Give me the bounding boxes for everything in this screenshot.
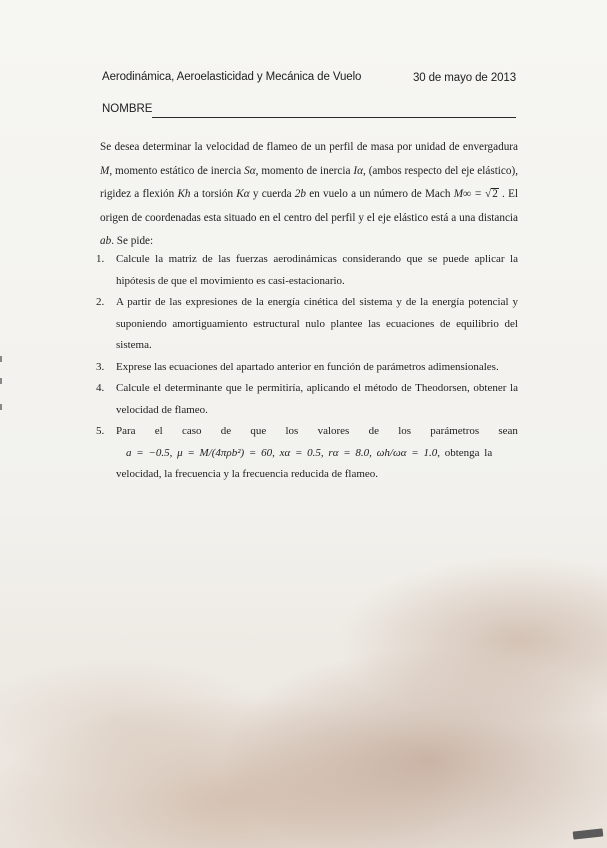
- symbol-bending-stiffness: Kh: [177, 188, 191, 200]
- word: Para: [116, 425, 136, 437]
- intro-text-1: Se desea determinar la velocidad de flameo de un perfil de masa por unidad de envergadura: [100, 141, 518, 153]
- question-item: [96, 249, 518, 292]
- word: de: [368, 425, 379, 437]
- word: caso: [181, 425, 202, 437]
- question-number: 3.: [96, 360, 105, 373]
- question-text: velocidad, la frecuencia y la frecuencia reducida de flameo.: [116, 468, 379, 480]
- intro-text-9: . Se pide:: [111, 235, 154, 247]
- symbol-ab: ab: [100, 235, 112, 247]
- intro-text-8: . El origen de coordenadas esta situado en el centro del perfil y el eje elástico está a una distancia: [100, 188, 519, 224]
- question-text: Calcule la matriz de las fuerzas aerodinámicas considerando que se puede aplicar la hipótesis de que el movimiento es casi-estacionario.: [116, 253, 518, 287]
- question-number: 5.: [96, 425, 105, 437]
- question-item: [96, 378, 518, 421]
- symbol-inertia: Iα: [353, 164, 363, 177]
- question-list: [96, 249, 518, 486]
- question-text: Exprese las ecuaciones del apartado anterior en función de parámetros adimensionales.: [116, 360, 499, 373]
- intro-text-2: , momento estático de inercia: [109, 164, 245, 177]
- name-label: NOMBRE: [102, 103, 153, 115]
- word: que: [250, 425, 267, 437]
- scan-edge-mark: [0, 378, 2, 384]
- equation-tail: , obtenga la: [437, 446, 493, 459]
- scan-edge-mark: [0, 404, 2, 410]
- intro-text-7: en vuelo a un número de Mach: [305, 188, 454, 200]
- course-title: Aerodinámica, Aeroelasticidad y Mecánica de Vuelo: [102, 71, 362, 83]
- mach-radicand: 2: [492, 188, 498, 200]
- word: sean: [498, 425, 518, 437]
- word: parámetros: [430, 425, 480, 437]
- word: los: [285, 425, 299, 437]
- question-number: 4.: [96, 382, 105, 394]
- word: el: [154, 425, 163, 437]
- symbol-static-moment: Sα: [244, 164, 256, 177]
- word: los: [398, 425, 412, 437]
- scan-corner-mark: [573, 828, 604, 839]
- question-item: [96, 421, 518, 486]
- intro-text-6: y cuerda: [249, 188, 295, 200]
- exam-date: 30 de mayo de 2013: [412, 72, 516, 84]
- word: de: [220, 425, 232, 437]
- scan-edge-mark: [0, 356, 2, 362]
- question-text: Calcule el determinante que le permitiría, aplicando el método de Theodorsen, obtener la velocidad de flameo.: [116, 382, 518, 416]
- symbol-torsion-stiffness: Kα: [236, 188, 250, 200]
- name-write-line: [152, 117, 516, 118]
- question-item: [96, 292, 518, 357]
- parameter-equation: [126, 443, 518, 465]
- question-text: A partir de las expresiones de la energía cinética del sistema y de la energía potencial y suponiendo amortiguamiento estructural nulo plantee las ecuaciones de equilibrio del sistema.: [116, 296, 518, 351]
- question-number: 2.: [96, 296, 105, 308]
- name-field-row: [102, 103, 516, 121]
- question-5-first-line: [116, 421, 518, 443]
- problem-statement: [100, 136, 518, 254]
- intro-text-5: a torsión: [190, 188, 237, 200]
- symbol-chord: 2b: [294, 188, 306, 200]
- question-number: 1.: [96, 253, 105, 265]
- exam-header: [102, 71, 516, 89]
- intro-text-4: , (ambos respecto del eje elástico), rigidez a flexión: [100, 164, 518, 200]
- equation-values: a = −0.5, μ = M/(4πρb²) = 60, xα = 0.5, rα = 8.0, ωh/ωα = 1.0: [126, 446, 438, 459]
- symbol-mass: M: [100, 164, 110, 177]
- mach-expression: M∞ =: [453, 188, 486, 200]
- question-item: [96, 357, 518, 379]
- sqrt-symbol: √: [485, 188, 492, 200]
- word: valores: [317, 425, 350, 437]
- intro-text-3: , momento de inercia: [255, 164, 354, 177]
